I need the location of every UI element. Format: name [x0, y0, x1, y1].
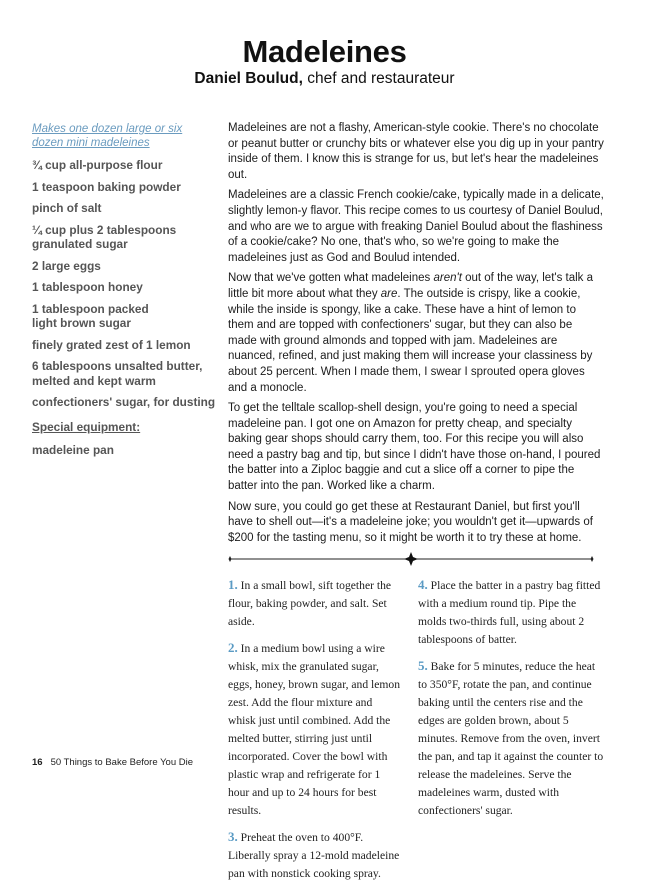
- ingredient: ¼ cup plus 2 tablespoons granulated sugar: [32, 222, 177, 251]
- page-number: 16: [32, 757, 43, 768]
- intro-paragraph: Madeleines are a classic French cookie/cake, typically made in a delicate, slightly lemon-y flavor. This recipe comes to us courtesy of Daniel Boulud, and who are we to argue with freaking Daniel Boulud about the flashiness of a cookie/cake? No one, that's who, so we're going to make the madeleines just as God and Boulud intended.: [228, 189, 604, 264]
- equipment-item: madeleine pan: [32, 442, 114, 457]
- ingredients-sidebar: [32, 122, 216, 464]
- ingredient: 1 tablespoon packed light brown sugar: [32, 301, 149, 330]
- main-column: [228, 121, 604, 891]
- text: Now that we've gotten what madeleines: [228, 272, 434, 285]
- steps: [228, 576, 604, 891]
- step-number: 4.: [418, 577, 428, 593]
- page-title: Madeleines: [242, 34, 407, 69]
- step-2: [228, 639, 402, 820]
- step-text: In a medium bowl using a wire whisk, mix the granulated sugar, eggs, honey, brown sugar, and lemon zest. Add the flour mixture and whisk just until combined. Add the melted butter, stirring just until incorporated. Cover the bowl with plastic wrap and refrigerate for 1 hour and up to 24 hours for best results.: [228, 642, 401, 818]
- ingredient: 2 large eggs: [32, 258, 101, 273]
- intro-paragraph: To get the telltale scallop-shell design, you're going to need a special madeleine pan. I got one on Amazon for pretty cheap, and specialty baking gear shops should carry them, too. For this recipe you will also need a pastry bag and tip, but since I didn't have those on-hand, I poured the batter into a Ziploc baggie and cut a slice off a corner to pipe the batter into the pan. Worked like a charm.: [228, 402, 601, 493]
- step-number: 3.: [228, 829, 238, 845]
- intro-paragraph: Madeleines are not a flashy, American-style cookie. There's no chocolate or peanut butter or crunchy bits or whatever else you dig up in your pantry inside of them. I know this is strange for us, but let's hear the madeleines out.: [228, 122, 604, 181]
- step-number: 1.: [228, 577, 238, 593]
- steps-column-1: [228, 576, 402, 891]
- emphasis: aren't: [433, 272, 462, 285]
- step-text: Place the batter in a pastry bag fitted with a medium round tip. Pipe the molds two-thirds full, using about 2 tablespoons of batter.: [418, 579, 601, 647]
- ornamental-divider: [228, 552, 594, 566]
- step-number: 5.: [418, 658, 428, 674]
- ingredient: finely grated zest of 1 lemon: [32, 337, 191, 352]
- step-text: In a small bowl, sift together the flour, baking powder, and salt. Set aside.: [228, 579, 392, 629]
- step-1: [228, 576, 402, 631]
- ingredient: pinch of salt: [32, 201, 102, 215]
- ingredient: confectioners' sugar, for dusting: [32, 395, 216, 409]
- page-footer: [32, 757, 193, 768]
- intro-text: [228, 121, 604, 546]
- text: out of the way, let's talk a little bit more about what they: [228, 272, 594, 300]
- ingredient: ¾ cup all-purpose flour: [32, 158, 163, 172]
- equipment-heading: Special equipment:: [32, 419, 141, 434]
- ingredient: 6 tablespoons unsalted butter, melted and kept warm: [32, 359, 203, 388]
- emphasis: are: [380, 287, 398, 300]
- byline: [0, 70, 649, 88]
- step-5: [418, 657, 604, 820]
- yield-note: Makes one dozen large or six dozen mini madeleines: [32, 123, 183, 149]
- text: . The outside is crispy, like a cookie, while the inside is spongy, like a cake. These have a hint of lemon to them and are topped with confectioners' sugar, but they can also be made with ground almonds and topped with jam. Madeleines are nuanced, refined, and just making them will increase your classiness by about 25 percent. When I made them, I swear I sprouted opera gloves and a monocle.: [228, 287, 593, 394]
- step-text: Preheat the oven to 400°F. Liberally spray a 12-mold madeleine pan with nonstick cooking spray.: [228, 831, 400, 881]
- step-4: [418, 576, 604, 649]
- intro-paragraph: Now sure, you could go get these at Restaurant Daniel, but first you'll have to shell out—it's a madeleine joke; you wouldn't get it—upwards of $200 for the tasting menu, so it might be worth it to try these at home.: [228, 500, 593, 544]
- ingredient: 1 teaspoon baking powder: [32, 179, 181, 194]
- ingredient: 1 tablespoon honey: [32, 280, 143, 294]
- book-title: 50 Things to Bake Before You Die: [50, 757, 194, 768]
- step-3: [228, 828, 402, 883]
- step-text: Bake for 5 minutes, reduce the heat to 350°F, rotate the pan, and continue baking until the centers rise and the edges are golden brown, about 5 minutes. Remove from the oven, invert the pan, and tap it against the counter to release the madeleines. Serve the madeleines warm, dusted with confectioners' sugar.: [418, 660, 604, 818]
- step-number: 2.: [228, 640, 238, 656]
- intro-paragraph: [228, 271, 604, 396]
- steps-column-2: [418, 576, 604, 891]
- author-role: chef and restaurateur: [302, 70, 455, 87]
- author-name: Daniel Boulud,: [194, 70, 303, 87]
